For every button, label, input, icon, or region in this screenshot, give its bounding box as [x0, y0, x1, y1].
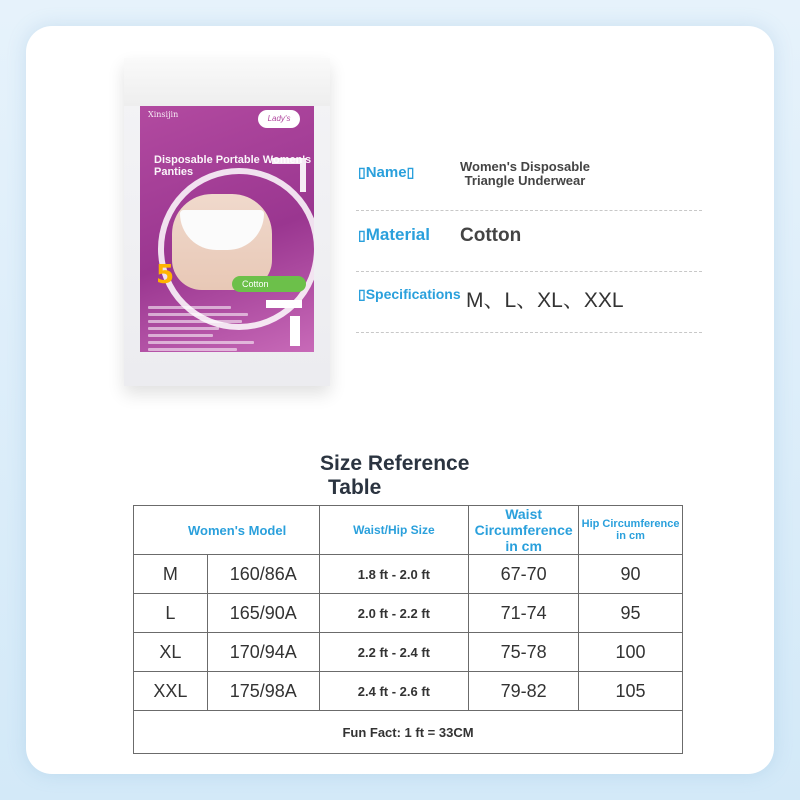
material-value: Cotton	[460, 225, 522, 246]
size-cell: XXL	[134, 672, 208, 711]
name-label: ▯Name▯	[358, 164, 415, 181]
size-cell: M	[134, 555, 208, 594]
package-lady-badge: Lady's	[258, 110, 300, 128]
table-row	[134, 672, 683, 711]
info-row-specifications	[356, 272, 702, 333]
size-cell: XL	[134, 633, 208, 672]
table-row	[134, 594, 683, 633]
size-table-title: Size Reference Table	[320, 452, 470, 499]
hip-cell: 100	[579, 633, 683, 672]
header-hip-circumference: Hip Circumference in cm	[579, 506, 683, 555]
waist-cell: 75-78	[469, 633, 579, 672]
fun-fact-row	[134, 711, 683, 754]
table-header-row	[134, 506, 683, 555]
model-cell: 165/90A	[207, 594, 319, 633]
header-womens-model: Women's Model	[134, 506, 320, 555]
info-row-material	[356, 211, 702, 272]
header-waist-hip-size: Waist/Hip Size	[319, 506, 469, 555]
feet-cell: 2.4 ft - 2.6 ft	[319, 672, 469, 711]
feet-cell: 2.0 ft - 2.2 ft	[319, 594, 469, 633]
package-front	[140, 106, 314, 352]
info-row-name	[356, 150, 702, 211]
package-cotton-badge: Cotton	[232, 276, 306, 292]
feet-cell: 1.8 ft - 2.0 ft	[319, 555, 469, 594]
model-cell: 175/98A	[207, 672, 319, 711]
package-seal	[124, 58, 330, 106]
package-brand: Xinsijin	[148, 110, 179, 119]
waist-cell: 71-74	[469, 594, 579, 633]
hip-cell: 105	[579, 672, 683, 711]
table-row	[134, 555, 683, 594]
hip-cell: 95	[579, 594, 683, 633]
material-label: ▯Material	[358, 225, 430, 244]
package-count: 5	[156, 260, 175, 290]
package-size-label	[266, 300, 302, 308]
header-waist-circumference: Waist Circumference in cm	[469, 506, 579, 555]
specifications-value: M、L、XL、XXL	[466, 289, 624, 312]
size-reference-table	[133, 505, 683, 754]
model-cell: 160/86A	[207, 555, 319, 594]
size-cell: L	[134, 594, 208, 633]
hip-cell: 90	[579, 555, 683, 594]
name-value: Women's Disposable Triangle Underwear	[460, 159, 590, 188]
waist-cell: 79-82	[469, 672, 579, 711]
model-cell: 170/94A	[207, 633, 319, 672]
product-package-image	[124, 58, 330, 386]
feet-cell: 2.2 ft - 2.4 ft	[319, 633, 469, 672]
package-barcode	[290, 316, 300, 346]
specifications-label: ▯Specifications	[358, 286, 461, 302]
package-title: Disposable Portable Women's Panties	[154, 154, 312, 178]
waist-cell: 67-70	[469, 555, 579, 594]
package-fine-print	[148, 302, 266, 352]
product-info	[356, 150, 702, 333]
table-row	[134, 633, 683, 672]
fun-fact: Fun Fact: 1 ft = 33CM	[134, 711, 683, 754]
